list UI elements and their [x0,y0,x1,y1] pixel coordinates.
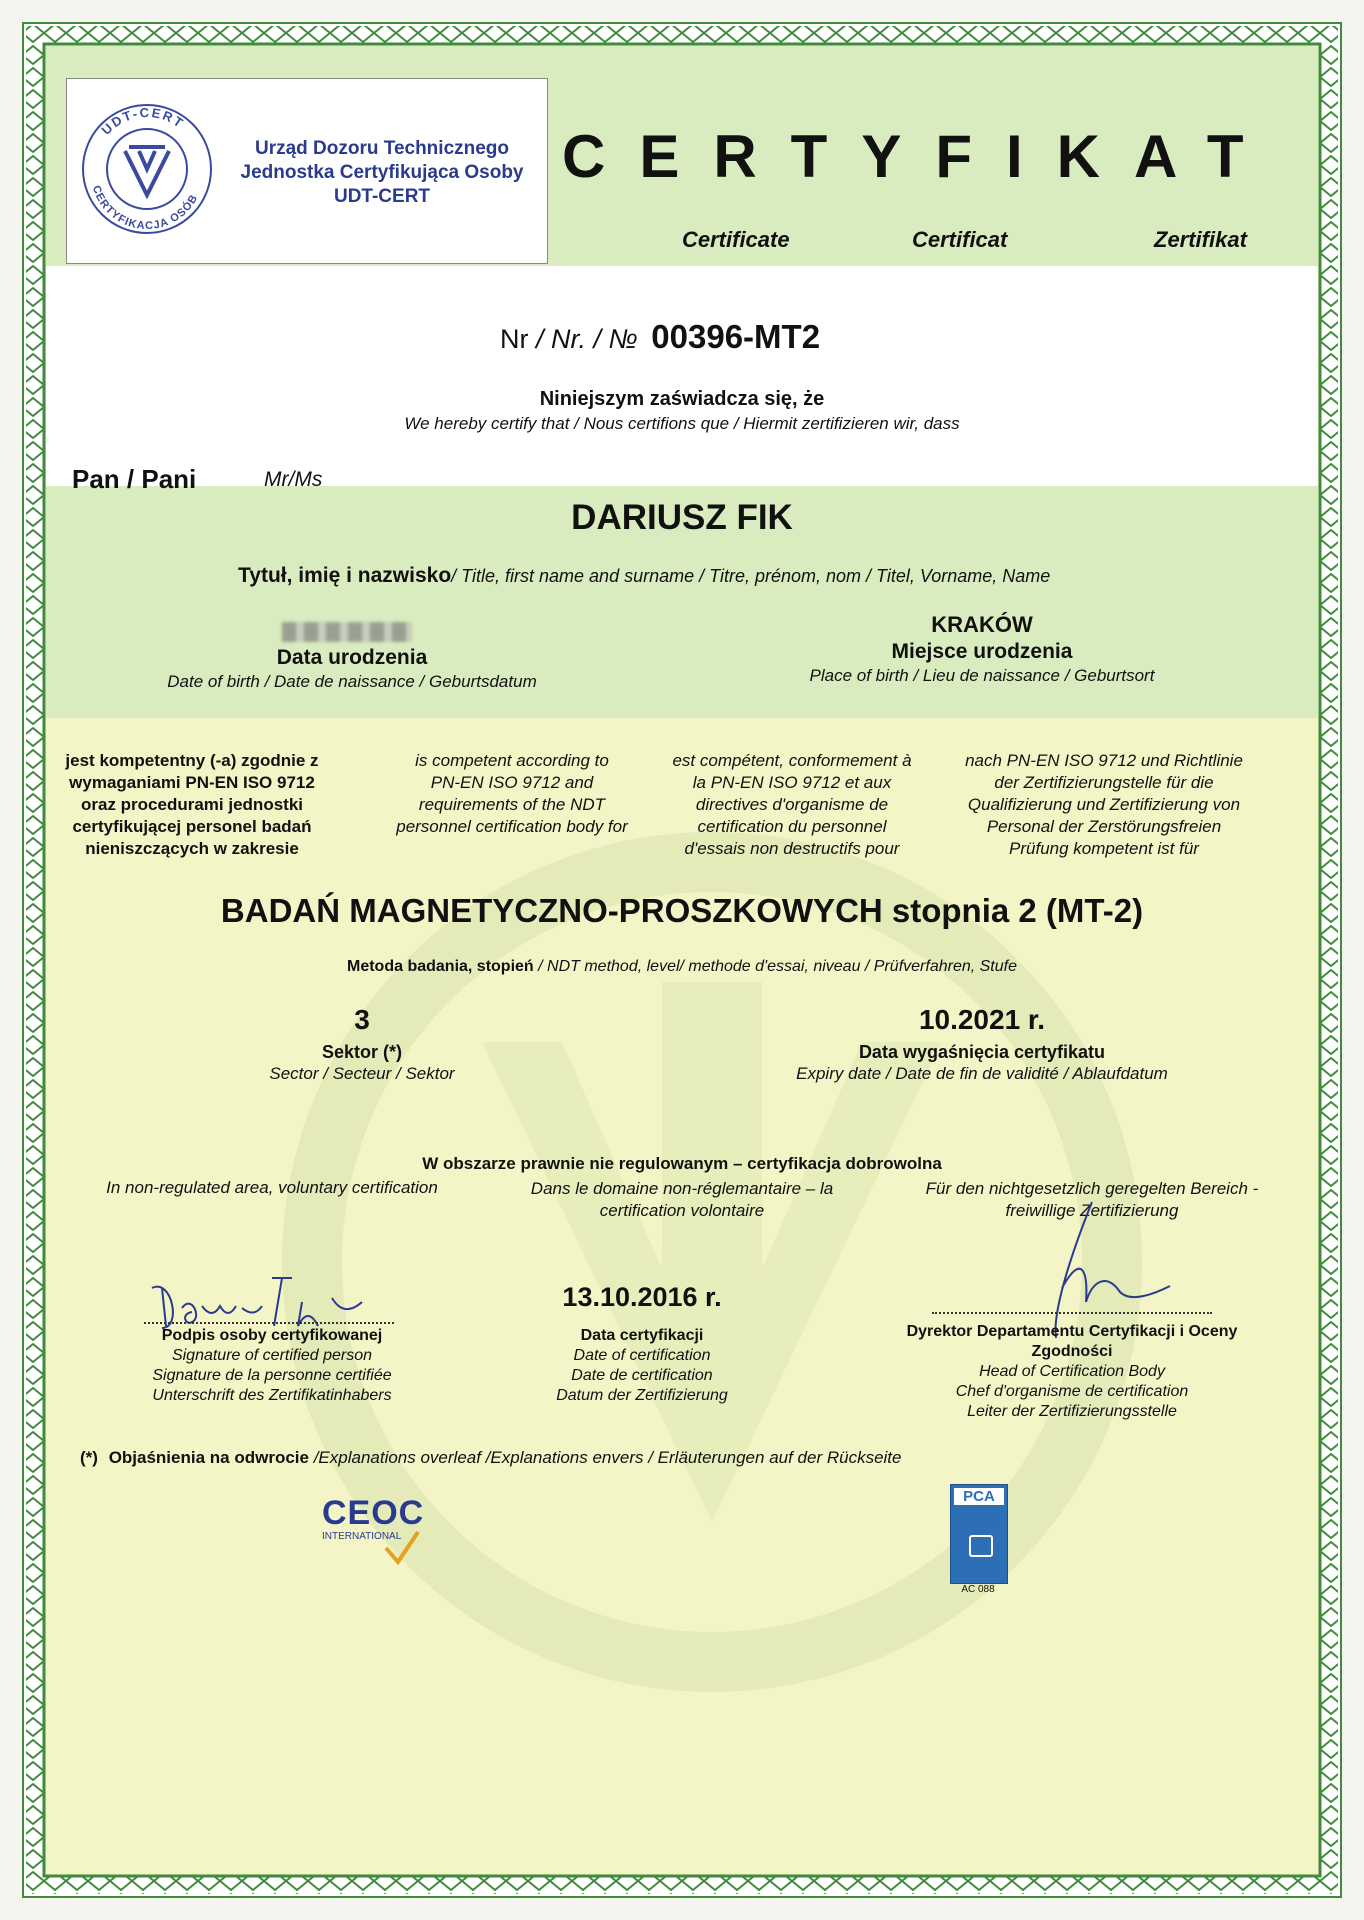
director-signature-line [932,1312,1212,1314]
method-title: BADAŃ MAGNETYCZNO-PROSZKOWYCH stopnia 2 (MT-2) [220,892,1144,929]
area-de: Für den nichtgesetzlich geregelten Bereich - freiwillige Zertifizierung [925,1179,1259,1220]
sector-label-pl: Sektor (*) [321,1042,402,1062]
area-en: In non-regulated area, voluntary certification [106,1178,438,1197]
ceoc-check-icon [382,1528,422,1568]
issuer-line2: Jednostka Certyfikująca Osoby [240,162,524,183]
holder-block: Podpis osoby certyfikowanej Signature of certified person Signature de la personne certifiée Unterschrift des Zertifikatinhabers [152,1327,392,1404]
competence-de: nach PN-EN ISO 9712 und Richtlinie der Zertifizierungstelle für die Qualifizierung und Zertifizierung von Personal der Zerstörungsfreien Prüfung kompetent ist für [965,751,1243,858]
area-pl: W obszarze prawnie nie regulowanym – certyfikacja dobrowolna [422,1154,942,1173]
ceoc-logo [322,1494,452,1574]
number-prefix-pl: Nr [500,324,529,354]
certify-pl: Niniejszym zaświadcza się, że [539,388,825,410]
certificate [22,22,1342,1898]
certification-date: 13.10.2016 r. [562,1282,722,1312]
dob-label-pl: Data urodzenia [276,646,428,669]
mr-label: Mr/Ms [264,468,323,491]
pan-label: Pan / Pani [72,464,197,494]
dob-redacted [282,622,412,642]
name-label-multi: / Title, first name and surname / Titre, prénom, nom / Titel, Vorname, Name [451,566,1051,586]
area-fr: Dans le domaine non-réglemantaire – la certification volontaire [530,1179,834,1220]
birthplace: KRAKÓW [931,612,1033,637]
holder-signature-line [144,1322,394,1324]
pca-code: AC 088 [961,1584,995,1595]
director-signature [1012,1192,1212,1342]
dob-label-multi: Date of birth / Date de naissance / Geburtsdatum [167,672,537,691]
number-band [46,266,1318,486]
issuer-box [66,78,548,264]
udt-cert-logo [77,99,217,239]
expiry-value: 10.2021 r. [918,1004,1046,1035]
birthplace-label-pl: Miejsce urodzenia [891,640,1073,663]
certificate-number [500,318,820,356]
title-en: Certificate [682,227,790,252]
number-prefix-ru: / № [593,324,638,354]
sector-value: 3 [354,1004,370,1035]
title-fr: Certificat [912,227,1008,252]
birthplace-label-multi: Place of birth / Lieu de naissance / Geburtsort [809,666,1155,685]
pca-lock-icon [969,1535,993,1557]
pca-logo [950,1484,1006,1604]
certify-multi: We hereby certify that / Nous certifions que / Hiermit zertifizieren wir, dass [404,414,960,433]
ceoc-sub: INTERNATIONAL [322,1531,402,1542]
director-block: Dyrektor Departamentu Certyfikacji i Oceny Zgodności Head of Certification Body Chef d'organisme de certification Leiter der Zertifizierungsstelle [906,1323,1238,1420]
person-name: DARIUSZ FIK [571,498,793,537]
pca-badge [950,1484,1008,1584]
sector-label-multi: Sector / Secteur / Sektor [269,1064,455,1083]
name-label [238,564,1050,588]
ceoc-text: CEOC [322,1494,425,1532]
certificate-title: CERTYFIKAT [562,123,1278,190]
competence-en: is competent according to PN-EN ISO 9712 and requirements of the NDT personnel certification body for [396,751,628,836]
title-de: Zertifikat [1154,227,1247,252]
expiry-label-pl: Data wygaśnięcia certyfikatu [858,1042,1106,1062]
issuer-line3: UDT-CERT [333,186,431,207]
number-value: 00396-MT2 [651,318,821,355]
name-label-pl: Tytuł, imię i nazwisko [238,564,452,587]
number-prefix-en: / Nr. [536,324,587,354]
method-label: Metoda badania, stopień / NDT method, level/ methode d'essai, niveau / Prüfverfahren, Stufe [347,958,1017,975]
expiry-label-multi: Expiry date / Date de fin de validité / Ablaufdatum [796,1064,1168,1083]
svg-text:UDT-CERT [98,105,187,138]
competence-fr: est compétent, conformement à la PN-EN ISO 9712 et aux directives d'organisme de certification du personnel d'essais non destructifs pour [672,751,912,858]
issuer-line1: Urząd Dozoru Technicznego [254,138,510,159]
logo-ring-top: UDT-CERT [98,104,188,138]
competence-pl: jest kompetentny (-a) zgodnie z wymaganiami PN-EN ISO 9712 oraz procedurami jednostki certyfikującej personel badań nieniszczących w zakresie [65,751,319,858]
date-block: Data certyfikacji Date of certification Date de certification Datum der Zertifizierung [556,1327,728,1404]
footnote: (*) Objaśnienia na odwrocie /Explanations overleaf /Explanations envers / Erläuterungen auf der Rückseite [80,1448,902,1467]
logo-ring-bottom: CERTYFIKACJA OSÓB [89,184,201,233]
pca-text: PCA [954,1488,1004,1505]
